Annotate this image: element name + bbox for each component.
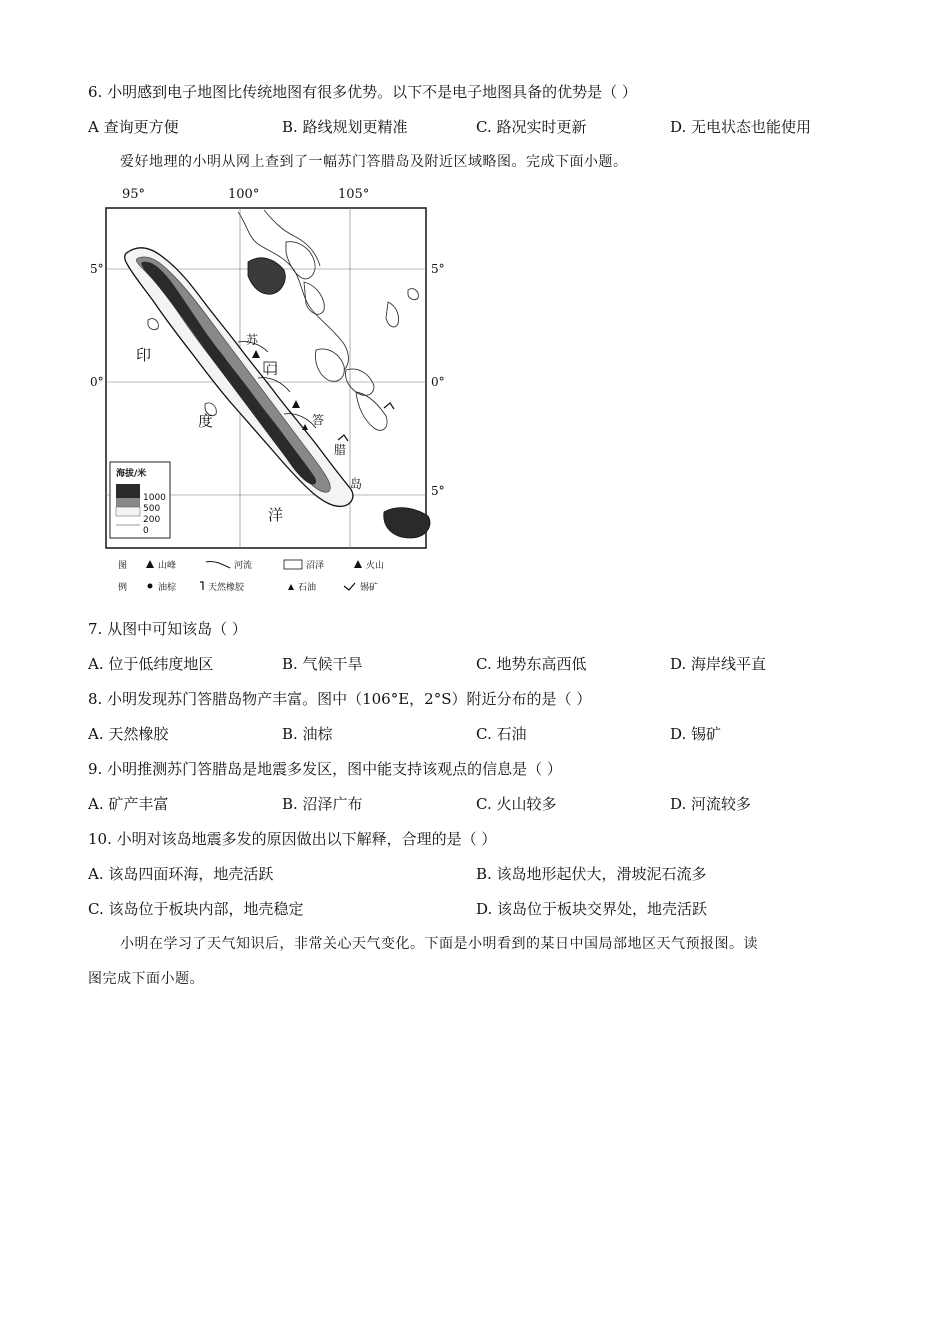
q6-option-c: C. 路况实时更新	[476, 118, 587, 136]
tin-mine-icon	[338, 435, 348, 441]
island-char-3: 答	[312, 413, 325, 427]
lat-label-right-5s: 5°	[431, 484, 445, 498]
legend-item-river: 河流	[234, 561, 253, 571]
q8-option-d: D. 锡矿	[670, 725, 722, 743]
java-island-fragment	[384, 508, 430, 538]
legend-value-200: 200	[143, 515, 161, 525]
legend-oilpalm-icon	[148, 584, 153, 589]
ocean-char-3: 洋	[268, 506, 284, 524]
island-char-2: 门	[266, 363, 279, 377]
q8-option-a: A. 天然橡胶	[88, 725, 169, 743]
sumatra-map-figure	[88, 182, 460, 600]
legend-item-oil: 石油	[298, 583, 317, 593]
sumatra-highland	[141, 262, 316, 485]
intro-paragraph-2-line-1: 小明在学习了天气知识后，非常关心天气变化。下面是小明看到的某日中国局部地区天气预报图。读	[120, 936, 758, 952]
q8-option-b: B. 油棕	[282, 725, 333, 743]
legend-item-volcano: 火山	[366, 561, 385, 571]
lat-label-left-0: 0°	[90, 375, 104, 389]
q6-stem: 6. 小明感到电子地图比传统地图有很多优势。以下不是电子地图具备的优势是（ ）	[88, 83, 637, 101]
legend-river-icon	[206, 561, 230, 568]
intro-paragraph-1: 爱好地理的小明从网上查到了一幅苏门答腊岛及附近区域略图。完成下面小题。	[120, 154, 628, 170]
q7-stem: 7. 从图中可知该岛（ ）	[88, 620, 247, 638]
q10-option-a: A. 该岛四面环海，地壳活跃	[88, 865, 274, 883]
legend-value-0: 0	[143, 526, 149, 536]
lat-label-left-5n: 5°	[90, 262, 104, 276]
legend-title: 海拔/米	[116, 469, 147, 479]
legend-item-oilpalm: 油棕	[158, 583, 177, 593]
ocean-char-2: 度	[198, 412, 214, 430]
legend-value-500: 500	[143, 504, 161, 514]
lon-label-105: 105°	[338, 187, 370, 202]
legend-tin-icon	[344, 583, 355, 590]
q9-option-a: A. 矿产丰富	[88, 795, 169, 813]
q8-option-c: C. 石油	[476, 725, 527, 743]
q7-option-c: C. 地势东高西低	[476, 655, 587, 673]
lon-label-100: 100°	[228, 187, 260, 202]
legend-item-mountain: 山峰	[158, 561, 177, 571]
q6-option-d: D. 无电状态也能使用	[670, 118, 812, 136]
elevation-legend	[110, 462, 170, 538]
legend-item-rubber: 天然橡胶	[208, 583, 245, 593]
q7-option-a: A. 位于低纬度地区	[88, 655, 214, 673]
q10-stem: 10. 小明对该岛地震多发的原因做出以下解释，合理的是（ ）	[88, 830, 497, 848]
legend-head-2: 例	[118, 583, 128, 593]
island-char-1: 苏	[246, 333, 259, 347]
legend-item-tin: 锡矿	[360, 583, 379, 593]
symbol-legend	[118, 559, 384, 593]
legend-oil-icon	[288, 584, 294, 590]
mountain-peak-icon	[252, 350, 260, 358]
q10-option-c: C. 该岛位于板块内部，地壳稳定	[88, 900, 304, 918]
q8-stem: 8. 小明发现苏门答腊岛物产丰富。图中（106°E，2°S）附近分布的是（ ）	[88, 690, 592, 708]
sumatra-map-svg	[88, 182, 460, 600]
q9-option-d: D. 河流较多	[670, 795, 752, 813]
legend-rubber-icon	[200, 582, 203, 590]
tin-mine-icon	[384, 403, 394, 409]
q6-option-b: B. 路线规划更精准	[282, 118, 408, 136]
q10-option-d: D. 该岛位于板块交界处，地壳活跃	[476, 900, 708, 918]
legend-volcano-icon	[354, 560, 362, 568]
lat-label-right-5n: 5°	[431, 262, 445, 276]
island-char-4: 腊	[334, 443, 347, 457]
island-char-5: 岛	[350, 477, 363, 491]
q10-option-b: B. 该岛地形起伏大，滑坡泥石流多	[476, 865, 707, 883]
lon-label-95: 95°	[122, 187, 146, 202]
legend-swamp-icon	[284, 560, 302, 569]
q7-option-b: B. 气候干旱	[282, 655, 363, 673]
q9-option-c: C. 火山较多	[476, 795, 557, 813]
northern-island	[248, 258, 285, 294]
q6-option-a: A 查询更方便	[88, 118, 179, 136]
legend-value-1000: 1000	[143, 493, 166, 503]
legend-item-swamp: 沼泽	[306, 561, 325, 571]
intro-paragraph-2-line-2: 图完成下面小题。	[88, 971, 204, 987]
lat-label-right-0: 0°	[431, 375, 445, 389]
legend-head-1: 图	[118, 561, 128, 571]
q9-stem: 9. 小明推测苏门答腊岛是地震多发区，图中能支持该观点的信息是（ ）	[88, 760, 562, 778]
mountain-peak-icon	[292, 400, 300, 408]
legend-mountain-icon	[146, 560, 154, 568]
q9-option-b: B. 沼泽广布	[282, 795, 363, 813]
ocean-char-1: 印	[136, 346, 152, 364]
q7-option-d: D. 海岸线平直	[670, 655, 767, 673]
